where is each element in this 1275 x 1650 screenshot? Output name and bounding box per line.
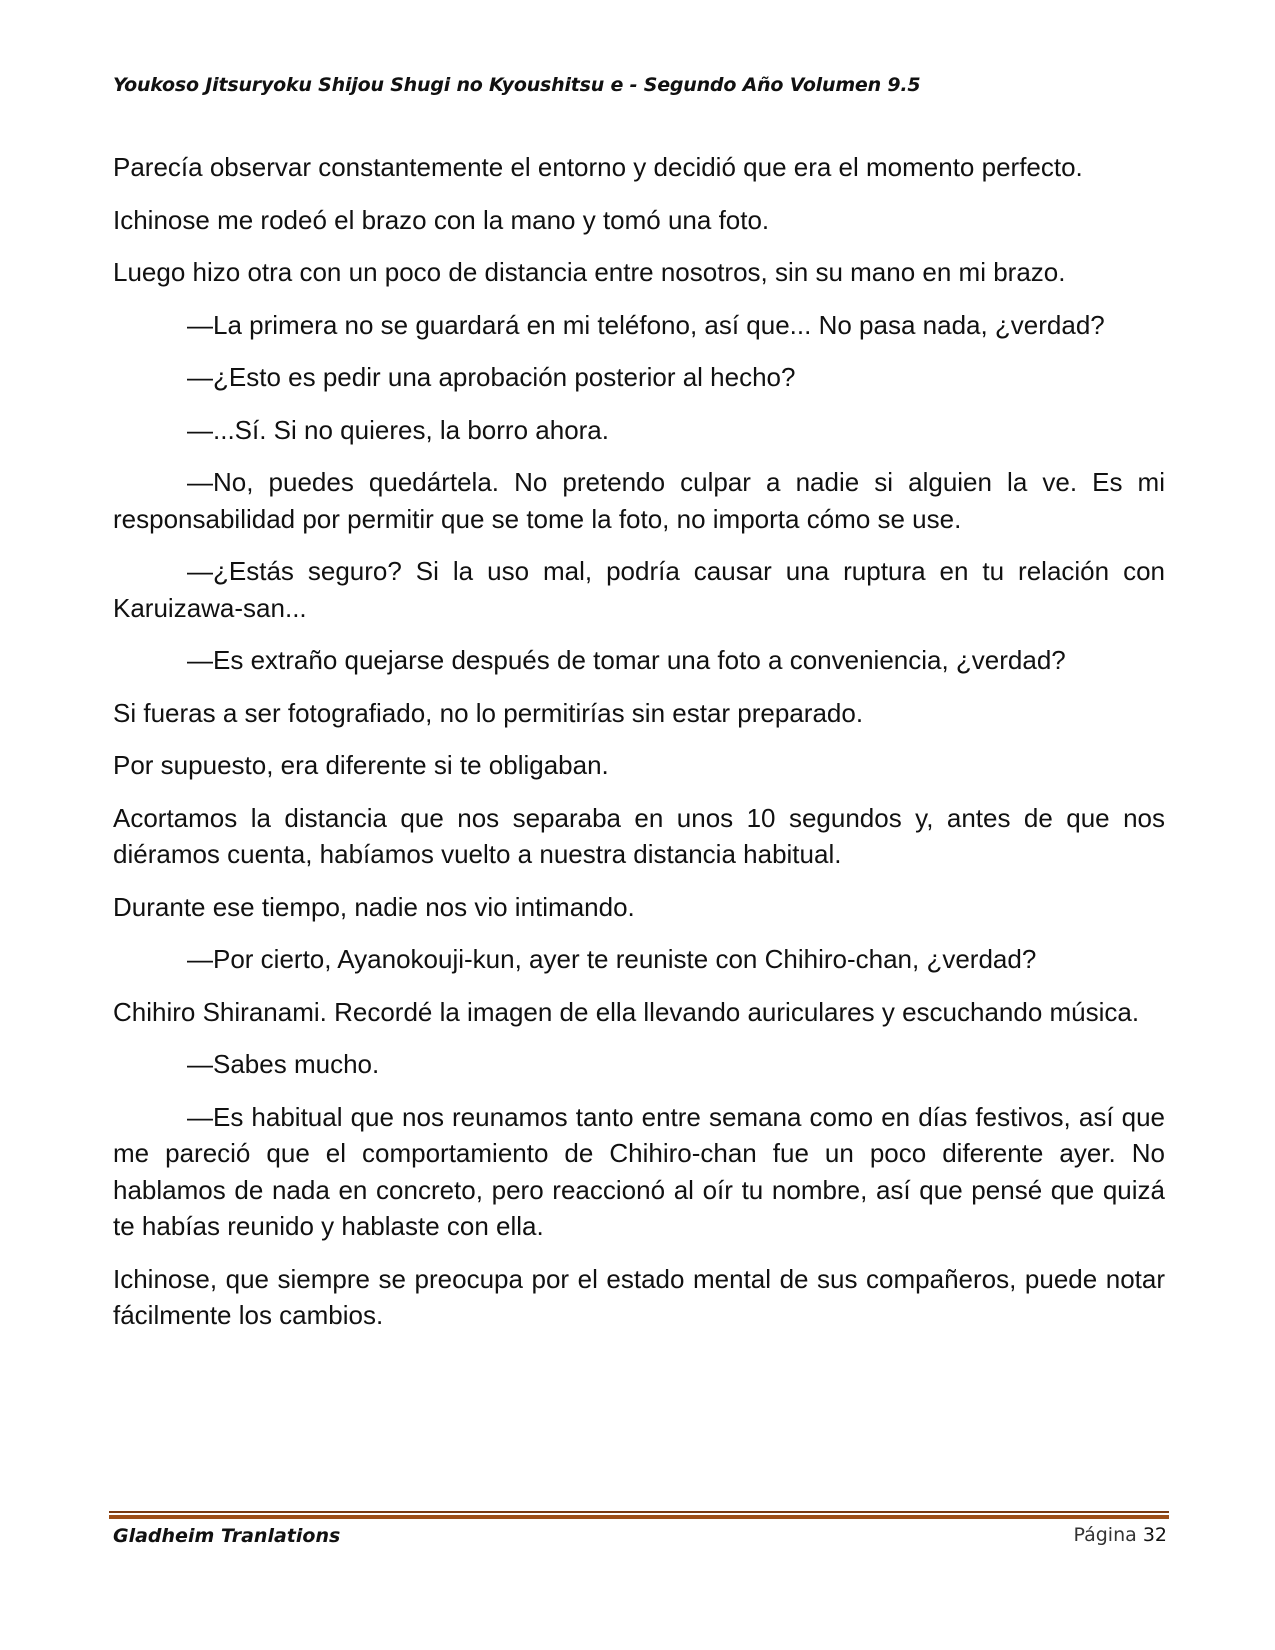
running-header: Youkoso Jitsuryoku Shijou Shugi no Kyoushitsu e - Segundo Año Volumen 9.5 bbox=[113, 74, 921, 96]
dialogue-paragraph: —¿Estás seguro? Si la uso mal, podría causar una ruptura en tu relación con Karuizawa-san... bbox=[113, 556, 1165, 623]
narration-paragraph: Parecía observar constantemente el entorno y decidió que era el momento perfecto. bbox=[113, 152, 1083, 182]
dialogue-paragraph: —No, puedes quedártela. No pretendo culpar a nadie si alguien la ve. Es mi responsabilidad por permitir que se tome la foto, no importa cómo se use. bbox=[113, 467, 1165, 534]
dialogue-paragraph: —La primera no se guardará en mi teléfono, así que... No pasa nada, ¿verdad? bbox=[187, 309, 1105, 340]
narration-paragraph: Luego hizo otra con un poco de distancia entre nosotros, sin su mano en mi brazo. bbox=[113, 257, 1066, 287]
narration-paragraph: Chihiro Shiranami. Recordé la imagen de ella llevando auriculares y escuchando música. bbox=[113, 996, 1140, 1027]
dialogue-paragraph: —Por cierto, Ayanokouji-kun, ayer te reuniste con Chihiro-chan, ¿verdad? bbox=[187, 944, 1037, 974]
narration-paragraph: Por supuesto, era diferente si te obligaban. bbox=[113, 750, 609, 780]
narration-paragraph: Si fueras a ser fotografiado, no lo permitirías sin estar preparado. bbox=[113, 697, 864, 728]
narration-paragraph: Acortamos la distancia que nos separaba en unos 10 segundos y, antes de que nos diéramos cuenta, habíamos vuelto a nuestra distancia habitual. bbox=[113, 802, 1165, 869]
page-label: Página bbox=[1073, 1524, 1137, 1546]
narration-paragraph: Ichinose, que siempre se preocupa por el estado mental de sus compañeros, puede notar fácilmente los cambios. bbox=[113, 1263, 1165, 1330]
dialogue-paragraph: —...Sí. Si no quieres, la borro ahora. bbox=[187, 414, 609, 445]
dialogue-paragraph: —Es habitual que nos reunamos tanto entre semana como en días festivos, así que me pareció que el comportamiento de Chihiro-chan fue un poco diferente ayer. No hablamos de nada en concreto, pero reaccionó al oír tu nombre, así que pensé que quizá te habías reunido y hablaste con ella. bbox=[113, 1101, 1165, 1241]
page-number: 32 bbox=[1142, 1524, 1167, 1546]
footer-divider-thick-line bbox=[109, 1515, 1169, 1519]
body-text bbox=[113, 149, 1165, 1350]
dialogue-paragraph: —Es extraño quejarse después de tomar una foto a conveniencia, ¿verdad? bbox=[187, 645, 1066, 675]
narration-paragraph: Durante ese tiempo, nadie nos vio intimando. bbox=[113, 891, 635, 922]
narration-paragraph: Ichinose me rodeó el brazo con la mano y tomó una foto. bbox=[113, 204, 770, 235]
footer-divider bbox=[109, 1511, 1169, 1520]
dialogue-paragraph: —Sabes mucho. bbox=[187, 1049, 380, 1079]
footer-page-number bbox=[1073, 1524, 1167, 1546]
footer-divider-thin-line bbox=[109, 1511, 1169, 1513]
dialogue-paragraph: —¿Esto es pedir una aprobación posterior al hecho? bbox=[187, 362, 796, 392]
footer-translator-credit: Gladheim Tranlations bbox=[113, 1525, 341, 1547]
